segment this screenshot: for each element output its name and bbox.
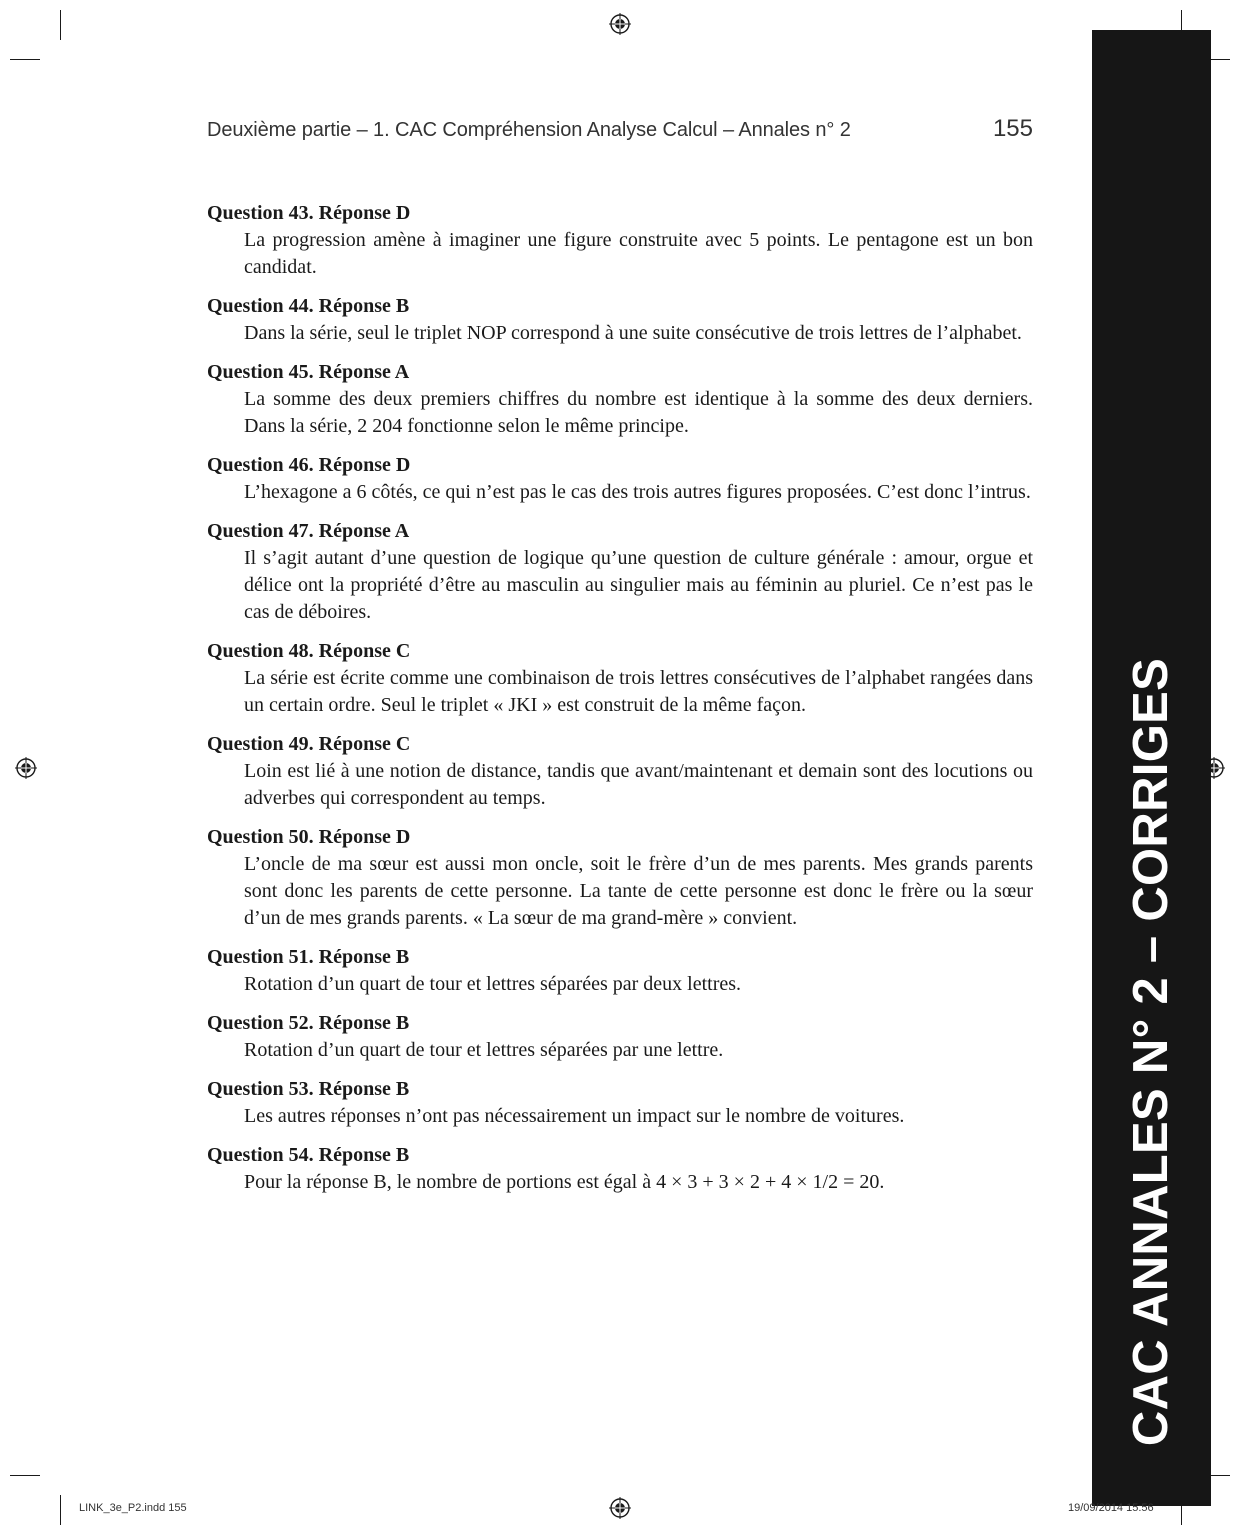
question-title: Question 51. Réponse B: [207, 946, 410, 968]
question-explanation: Rotation d’un quart de tour et lettres séparées par une lettre.: [244, 1039, 724, 1061]
answer-item: [207, 359, 1033, 440]
question-explanation: L’hexagone a 6 côtés, ce qui n’est pas le cas des trois autres figures proposées. C’est donc l’intrus.: [244, 481, 1031, 503]
question-title: Question 49. Réponse C: [207, 733, 411, 755]
file-slug: LINK_3e_P2.indd 155: [79, 1502, 187, 1514]
running-title: Deuxième partie – 1. CAC Compréhension Analyse Calcul – Annales n° 2: [207, 119, 851, 141]
registration-mark-icon: [609, 1497, 631, 1519]
answer-item: [207, 452, 1033, 506]
question-title: Question 54. Réponse B: [207, 1144, 410, 1166]
question-title: Question 47. Réponse A: [207, 520, 410, 542]
answer-item: [207, 200, 1033, 281]
registration-mark-icon: [609, 13, 631, 35]
question-title: Question 52. Réponse B: [207, 1012, 410, 1034]
crop-mark: [60, 1495, 61, 1525]
date-slug: 19/09/2014 15:56: [1068, 1502, 1154, 1514]
question-explanation: Les autres réponses n’ont pas nécessairement un impact sur le nombre de voitures.: [244, 1105, 905, 1127]
crop-mark: [60, 10, 61, 40]
question-title: Question 45. Réponse A: [207, 361, 410, 383]
question-explanation: Pour la réponse B, le nombre de portions est égal à 4 × 3 + 3 × 2 + 4 × 1/2 = 20.: [244, 1171, 885, 1193]
running-header: [207, 116, 1035, 148]
question-explanation: Loin est lié à une notion de distance, tandis que avant/maintenant et demain sont des locutions ou adverbes qui correspondent au temps.: [244, 760, 1033, 809]
question-title: Question 48. Réponse C: [207, 640, 411, 662]
question-explanation: Rotation d’un quart de tour et lettres séparées par deux lettres.: [244, 973, 742, 995]
answer-item: [207, 731, 1033, 812]
side-tab-label: CAC ANNALES N° 2 – CORRIGES: [1124, 657, 1178, 1447]
question-explanation: L’oncle de ma sœur est aussi mon oncle, soit le frère d’un de mes parents. Mes grands parents sont donc les parents de cette personne. La tante de cette personne est donc le frère ou la sœur d’un de mes grands parents. « La sœur de ma grand-mère » convient.: [244, 853, 1033, 929]
page-number: 155: [992, 115, 1033, 142]
crop-mark: [10, 59, 40, 60]
answer-item: [207, 1010, 1033, 1064]
answer-item: [207, 1142, 1033, 1196]
question-explanation: Il s’agit autant d’une question de logique qu’une question de culture générale : amour, orgue et délice ont la propriété d’être au masculin au singulier mais au féminin au pluriel. Ce n’est pas le cas de déboires.: [244, 547, 1033, 623]
answer-item: [207, 824, 1033, 932]
question-title: Question 53. Réponse B: [207, 1078, 410, 1100]
answer-item: [207, 1076, 1033, 1130]
question-title: Question 46. Réponse D: [207, 454, 411, 476]
question-explanation: La somme des deux premiers chiffres du nombre est identique à la somme des deux derniers. Dans la série, 2 204 fonctionne selon le même principe.: [244, 388, 1033, 437]
question-explanation: La série est écrite comme une combinaison de trois lettres consécutives de l’alphabet rangées dans un certain ordre. Seul le triplet « JKI » est construit de la même façon.: [244, 667, 1033, 716]
answer-item: [207, 518, 1033, 626]
question-explanation: Dans la série, seul le triplet NOP correspond à une suite consécutive de trois lettres de l’alphabet.: [244, 322, 1022, 344]
answer-item: [207, 293, 1033, 347]
crop-mark: [10, 1475, 40, 1476]
question-explanation: La progression amène à imaginer une figure construite avec 5 points. Le pentagone est un bon candidat.: [244, 229, 1033, 278]
question-title: Question 44. Réponse B: [207, 295, 410, 317]
question-title: Question 50. Réponse D: [207, 826, 411, 848]
registration-mark-icon: [15, 757, 37, 779]
answer-item: [207, 944, 1033, 998]
answers-list: [207, 200, 1033, 1208]
answer-item: [207, 638, 1033, 719]
question-title: Question 43. Réponse D: [207, 202, 411, 224]
